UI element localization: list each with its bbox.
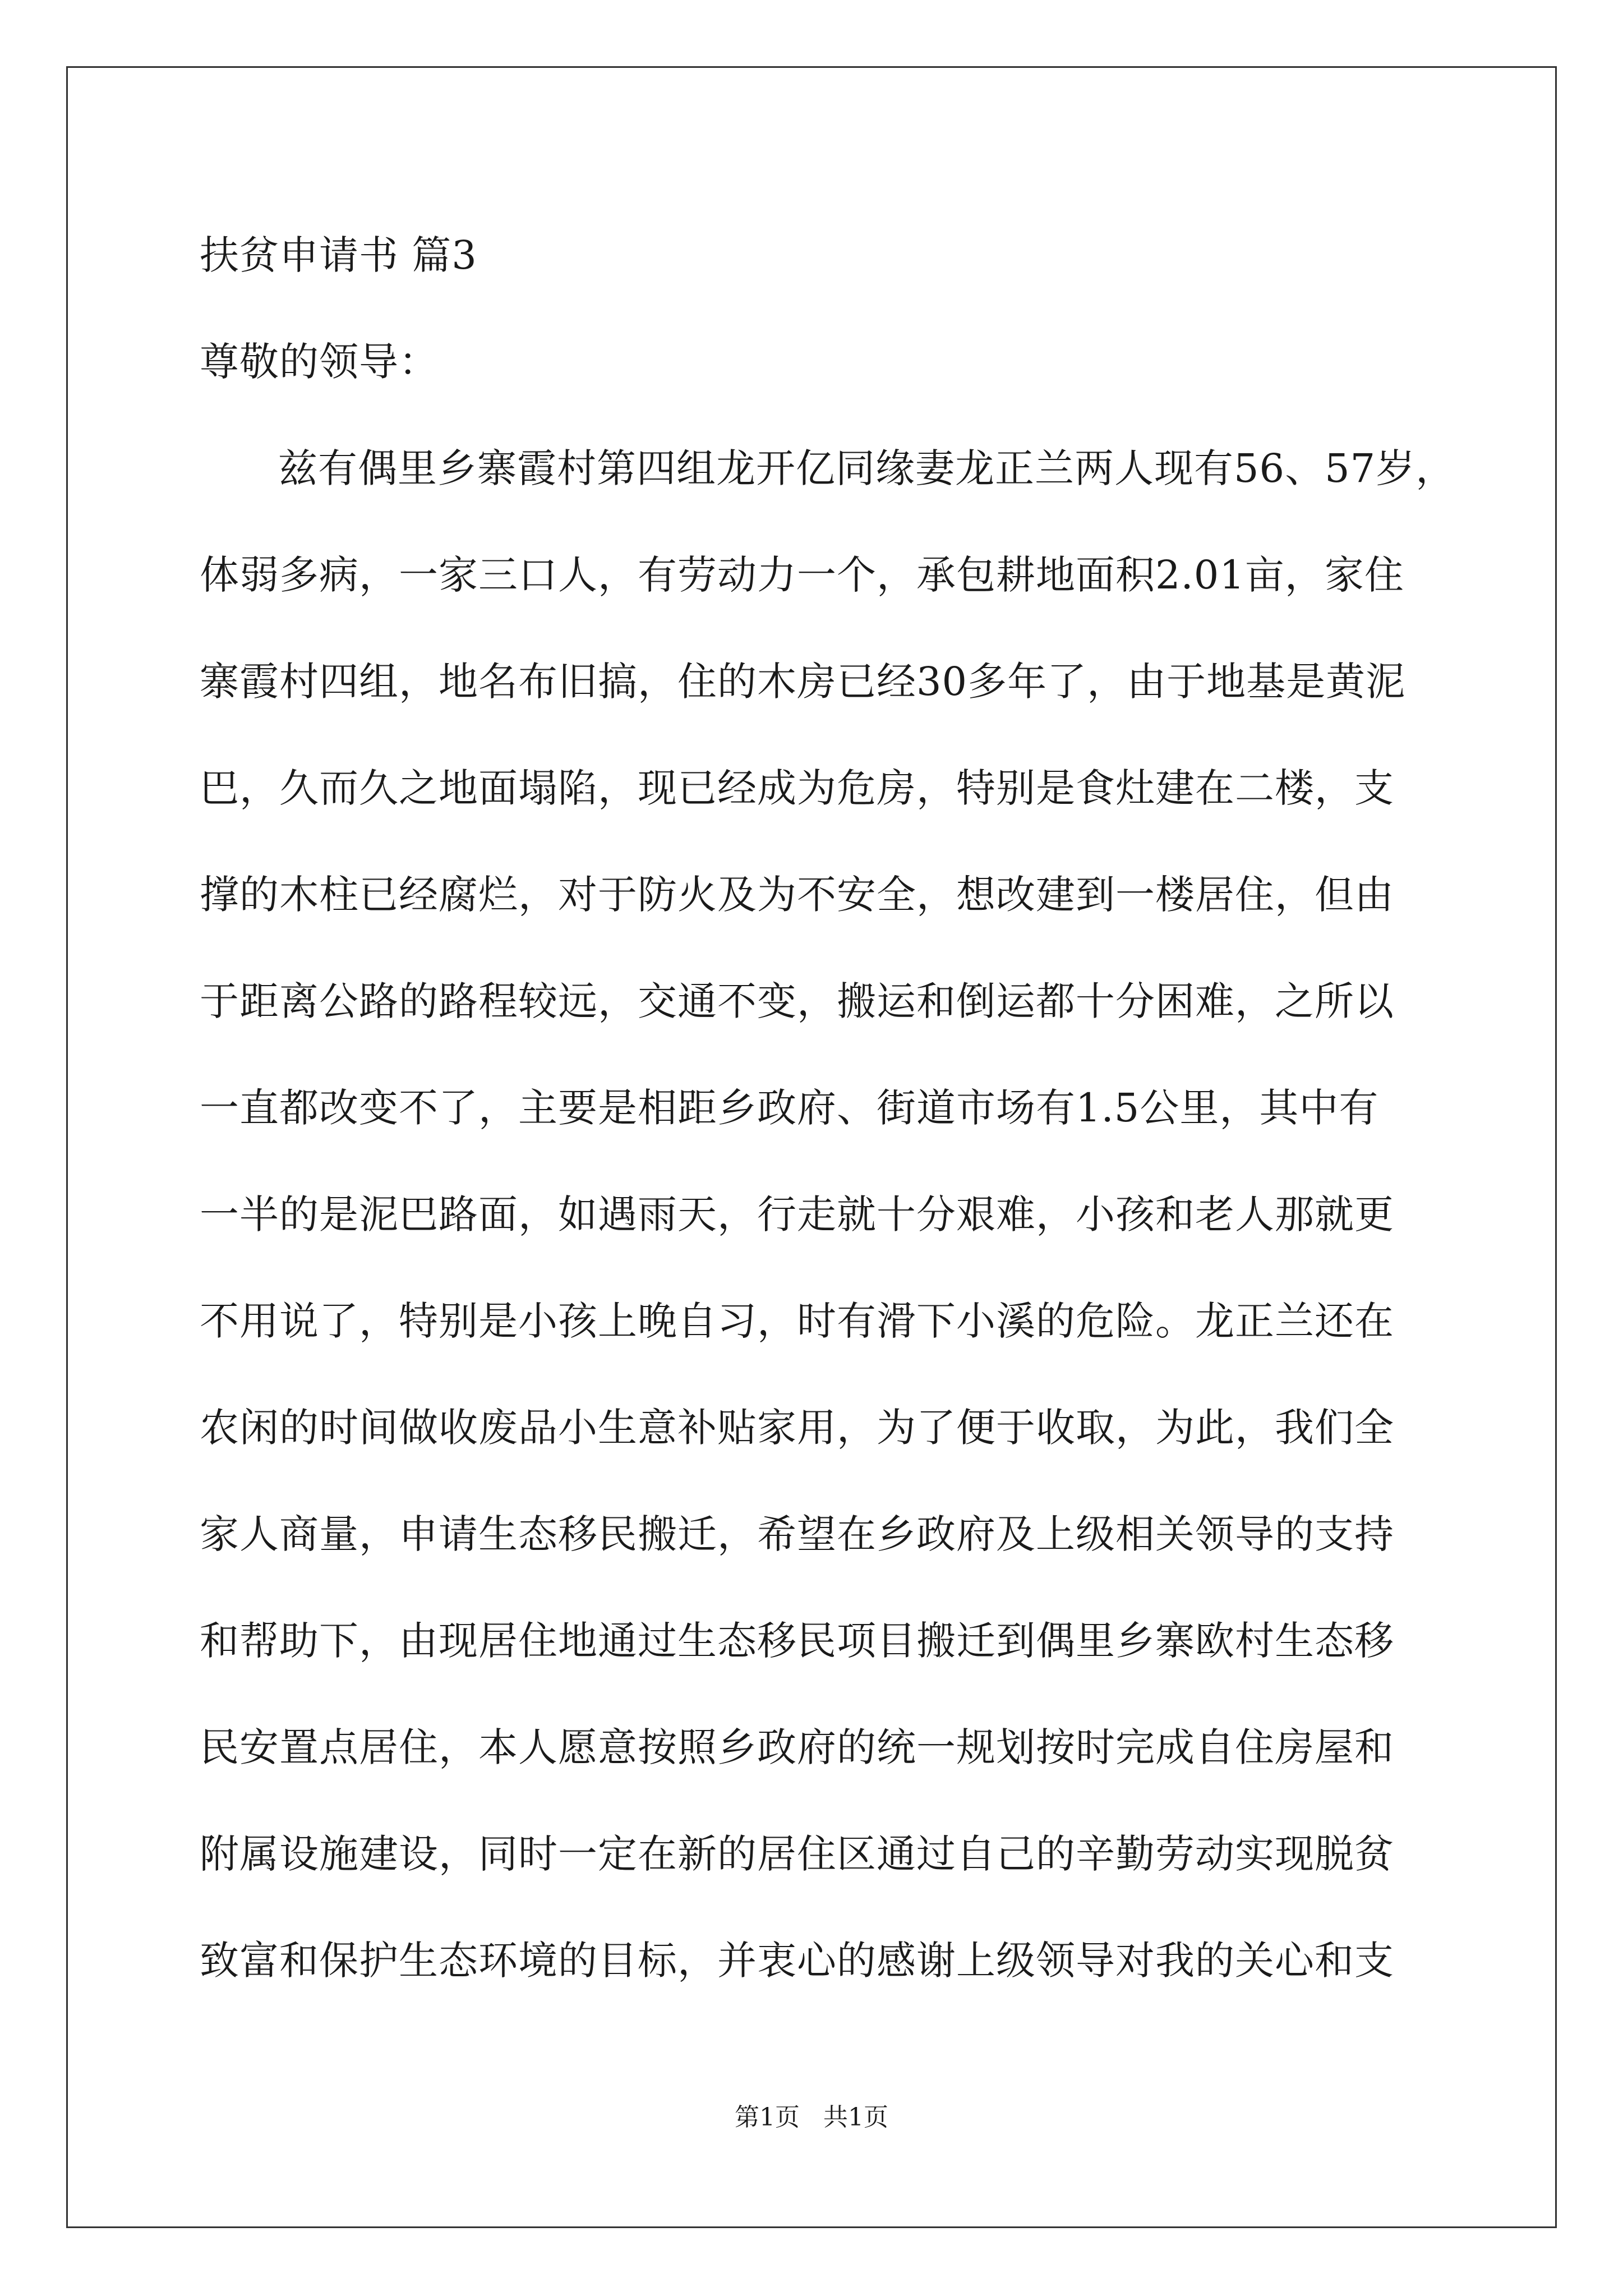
body-line: 一直都改变不了，主要是相距乡政府、街道市场有1.5公里，其中有 bbox=[200, 1085, 1379, 1131]
salutation: 尊敬的领导： bbox=[200, 339, 439, 385]
body-line: 撑的木柱已经腐烂，对于防火及为不安全，想改建到一楼居住，但由 bbox=[200, 872, 1394, 918]
body-line: 体弱多病，一家三口人，有劳动力一个，承包耕地面积2.01亩，家住 bbox=[200, 552, 1404, 598]
body-line: 寨霞村四组，地名布旧搞，住的木房已经30多年了，由于地基是黄泥 bbox=[200, 659, 1406, 705]
body-line: 于距离公路的路程较远，交通不变，搬运和倒运都十分困难，之所以 bbox=[200, 978, 1394, 1024]
document-title: 扶贫申请书 篇3 bbox=[200, 232, 477, 278]
page-footer: 第1页 共1页 bbox=[735, 2103, 888, 2132]
body-line: 和帮助下，由现居住地通过生态移民项目搬迁到偶里乡寨欧村生态移 bbox=[200, 1618, 1394, 1664]
body-line: 家人商量，申请生态移民搬迁，希望在乡政府及上级相关领导的支持 bbox=[200, 1511, 1394, 1557]
body-line: 民安置点居住，本人愿意按照乡政府的统一规划按时完成自住房屋和 bbox=[200, 1724, 1394, 1770]
body-line: 兹有偶里乡寨霞村第四组龙开亿同缘妻龙正兰两人现有56、57岁， bbox=[278, 445, 1456, 491]
document-content bbox=[200, 202, 1456, 2014]
body-line: 巴，久而久之地面塌陷，现已经成为危房，特别是食灶建在二楼，支 bbox=[200, 765, 1394, 811]
body-line: 农闲的时间做收废品小生意补贴家用，为了便于收取，为此，我们全 bbox=[200, 1405, 1394, 1451]
body-line: 不用说了，特别是小孩上晚自习，时有滑下小溪的危险。龙正兰还在 bbox=[200, 1298, 1394, 1344]
body-line: 致富和保护生态环境的目标，并衷心的感谢上级领导对我的关心和支 bbox=[200, 1938, 1394, 1984]
body-line: 一半的是泥巴路面，如遇雨天，行走就十分艰难，小孩和老人那就更 bbox=[200, 1191, 1394, 1237]
body-line: 附属设施建设，同时一定在新的居住区通过自己的辛勤劳动实现脱贫 bbox=[200, 1831, 1394, 1877]
